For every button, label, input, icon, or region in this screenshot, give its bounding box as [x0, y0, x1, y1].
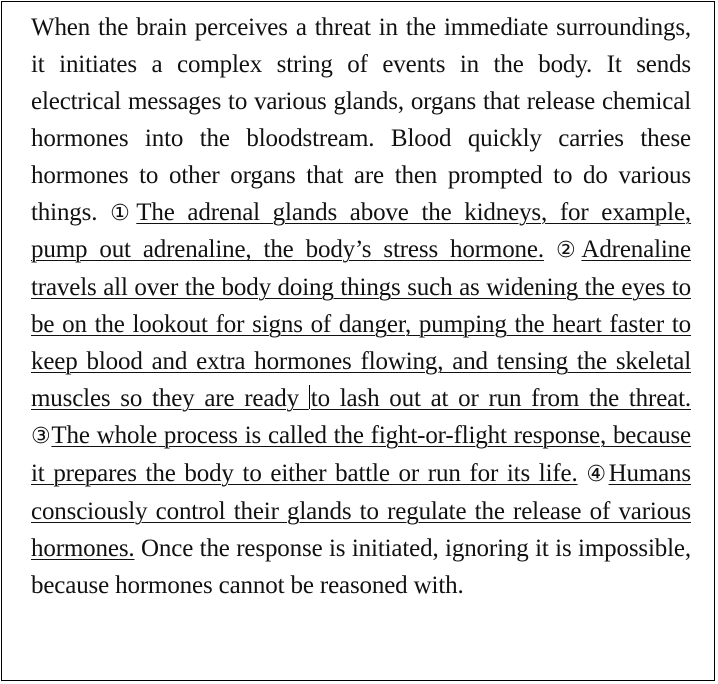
- underlined-sentence-4: Humans consciously control their glands to regulate the release of various hormones.: [31, 459, 691, 562]
- text-cursor: [309, 385, 310, 409]
- underlined-sentence-1: The adrenal glands above the kidneys, for example, pump out adrenaline, the body’s stress hormone.: [31, 198, 691, 264]
- passage-intro: When the brain perceives a threat in the immediate surroundings, it initiates a complex string of events in the body. It sends electrical messages to various glands, organs that release chemical hormones into the bloodstream. Blood quickly carries these hormones to other organs that are then prompted to do various things.: [31, 14, 691, 226]
- marker-1: ①: [110, 200, 137, 226]
- passage-box: [1, 1, 715, 681]
- sentence-2-part-a: Adrenaline travels all over the body doing things such as widening the eyes to be on the lookout for signs of danger, pumping the heart faster to keep blood and extra hormones flowing, and tensing the skeletal muscles so they are ready: [31, 236, 691, 413]
- underlined-sentence-3: The whole process is called the fight-or-flight response, because it prepares the body to either battle or run for its life.: [31, 421, 692, 487]
- marker-2: ②: [555, 238, 582, 264]
- sentence-2-part-b: to lash out at or run from the threat.: [310, 385, 691, 413]
- marker-4: ④: [586, 461, 609, 487]
- passage-outro: Once the response is initiated, ignoring it is impossible, because hormones cannot be reasoned with.: [31, 534, 691, 599]
- marker-3: ③: [31, 423, 52, 449]
- passage-text[interactable]: [31, 10, 691, 605]
